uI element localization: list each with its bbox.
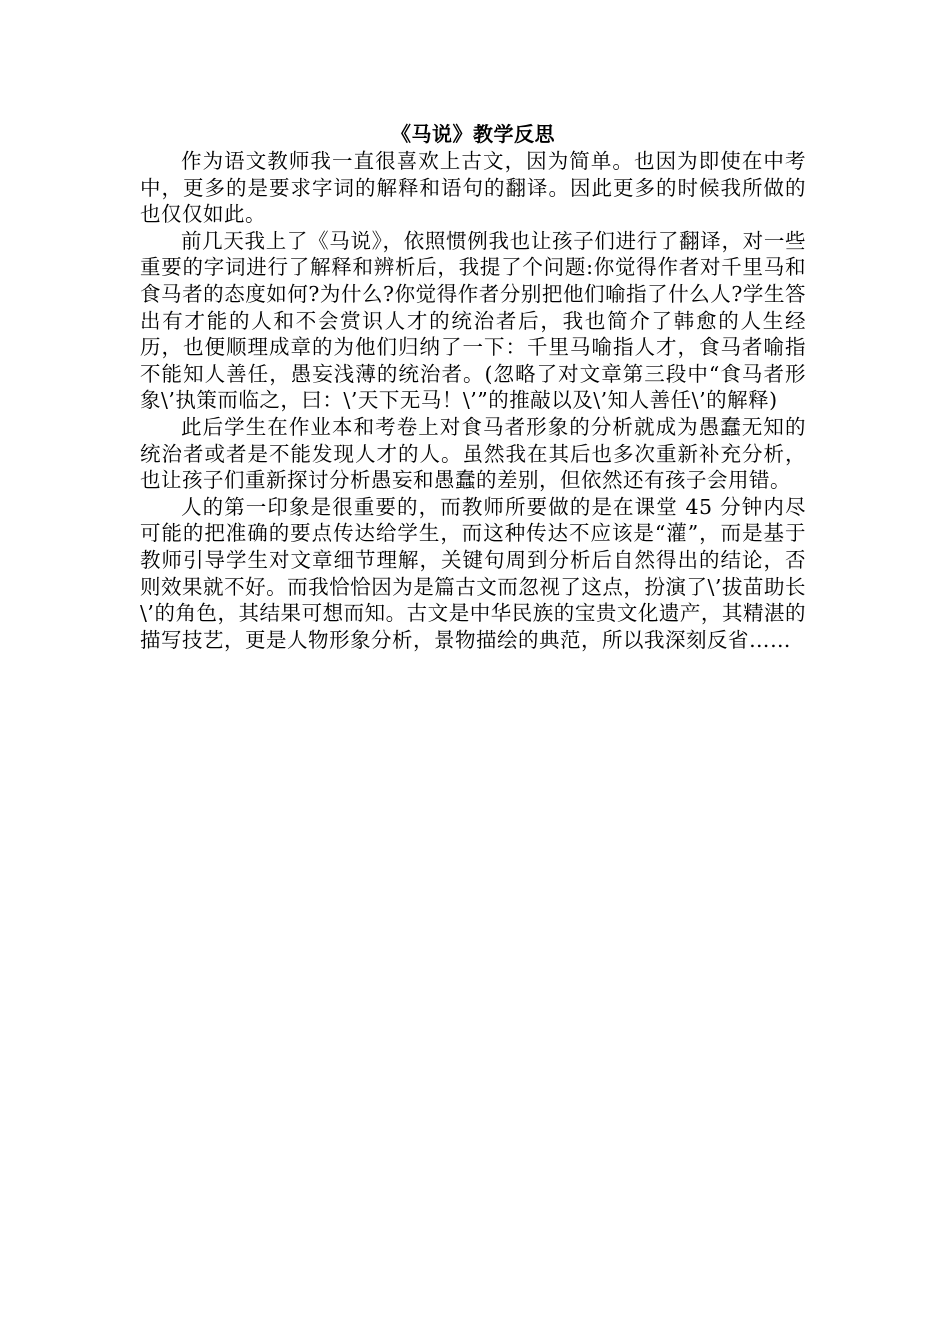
paragraph-outcome: 此后学生在作业本和考卷上对食马者形象的分析就成为愚蠢无知的统治者或者是不能发现人才的人。虽然我在其后也多次重新补充分析，也让孩子们重新探讨分析愚妄和愚蠢的差别，但依然还有孩子会用错。 [140,414,806,493]
document-title: 《马说》教学反思 [391,122,555,146]
paragraph-reflection: 人的第一印象是很重要的，而教师所要做的是在课堂 45 分钟内尽可能的把准确的要点传达给学生，而这种传达不应该是“灌”，而是基于教师引导学生对文章细节理解，关键句周到分析后自然得出的结论，否则效果就不好。而我恰恰因为是篇古文而忽视了这点，扮演了\’拔苗助长\’的角色，其结果可想而知。古文是中华民族的宝贵文化遗产，其精湛的描写技艺，更是人物形象分析，景物描绘的典范，所以我深刻反省…… [140,494,806,652]
paragraph-lesson: 前几天我上了《马说》，依照惯例我也让孩子们进行了翻译，对一些重要的字词进行了解释和辨析后，我提了个问题:你觉得作者对千里马和食马者的态度如何?为什么?你觉得作者分别把他们喻指了什么人?学生答出有才能的人和不会赏识人才的统治者后，我也简介了韩愈的人生经历，也便顺理成章的为他们归纳了一下：千里马喻指人才，食马者喻指不能知人善任，愚妄浅薄的统治者。(忽略了对文章第三段中“食马者形象\’执策而临之，曰：\’天下无马！\’”的推敲以及\’知人善任\’的解释) [140,228,806,413]
document-body [140,122,806,653]
paragraph-intro: 作为语文教师我一直很喜欢上古文，因为简单。也因为即使在中考中，更多的是要求字词的解释和语句的翻译。因此更多的时候我所做的也仅仅如此。 [140,149,806,227]
